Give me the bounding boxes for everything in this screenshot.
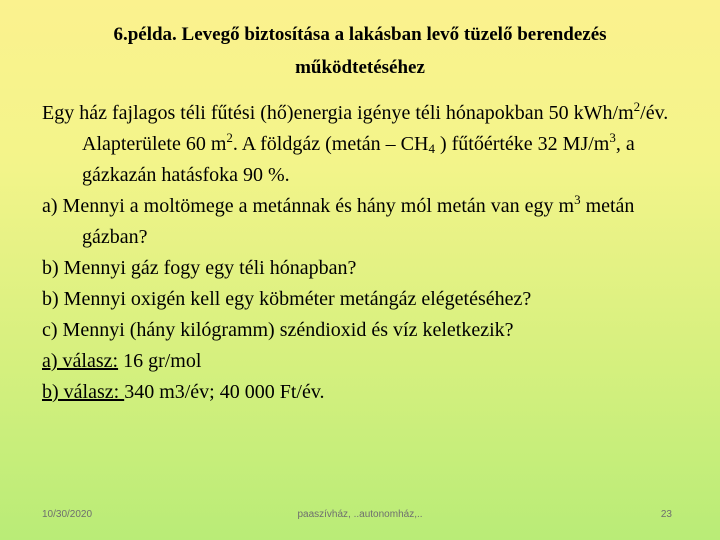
statement-text-3: . A földgáz (metán – CH xyxy=(232,133,429,155)
statement-text-1: Egy ház fajlagos téli fűtési (hő)energia igénye téli hónapokban 50 kWh/m xyxy=(42,102,634,124)
statement-text-5: , a gázkazán hatásfoka 90 %. xyxy=(82,133,635,186)
superscript: 2 xyxy=(633,99,641,114)
superscript: 3 xyxy=(574,192,581,207)
footer-date: 10/30/2020 xyxy=(42,509,93,520)
answer-a-label: a) válasz: xyxy=(42,350,119,372)
question-a-text-2: metán gázban? xyxy=(82,195,635,248)
statement-text-4: ) fűtőértéke 32 MJ/m xyxy=(434,133,610,155)
superscript: 2 xyxy=(226,130,233,145)
question-b-2: b) Mennyi oxigén kell egy köbméter metángáz elégetéséhez? xyxy=(42,288,532,310)
answer-b-label: b) válasz: xyxy=(42,381,125,403)
superscript: 3 xyxy=(609,130,616,145)
question-a-text-1: a) Mennyi a moltömege a metánnak és hány mól metán van egy m xyxy=(42,195,575,217)
answer-b-value: 340 m3/év; 40 000 Ft/év. xyxy=(124,381,325,403)
problem-statement xyxy=(42,98,692,191)
footer-center-text: paaszívház, ..autonomház,.. xyxy=(297,509,423,520)
statement-text-2: /év. Alapterülete 60 m xyxy=(82,102,669,155)
title-line-2: működtetéséhez xyxy=(295,57,425,78)
question-a xyxy=(42,191,692,253)
slide-title xyxy=(20,18,700,84)
answer-b xyxy=(42,377,692,408)
question-b-1: b) Mennyi gáz fogy egy téli hónapban? xyxy=(42,257,357,279)
subscript: 4 xyxy=(428,141,435,156)
problem-body xyxy=(42,98,692,408)
answer-a-value: 16 gr/mol xyxy=(118,350,202,372)
slide-number: 23 xyxy=(660,509,672,520)
question-c: c) Mennyi (hány kilógramm) széndioxid és víz keletkezik? xyxy=(42,319,514,341)
answer-a xyxy=(42,346,692,377)
title-line-1: 6.példa. Levegő biztosítása a lakásban levő tüzelő berendezés xyxy=(113,24,607,45)
